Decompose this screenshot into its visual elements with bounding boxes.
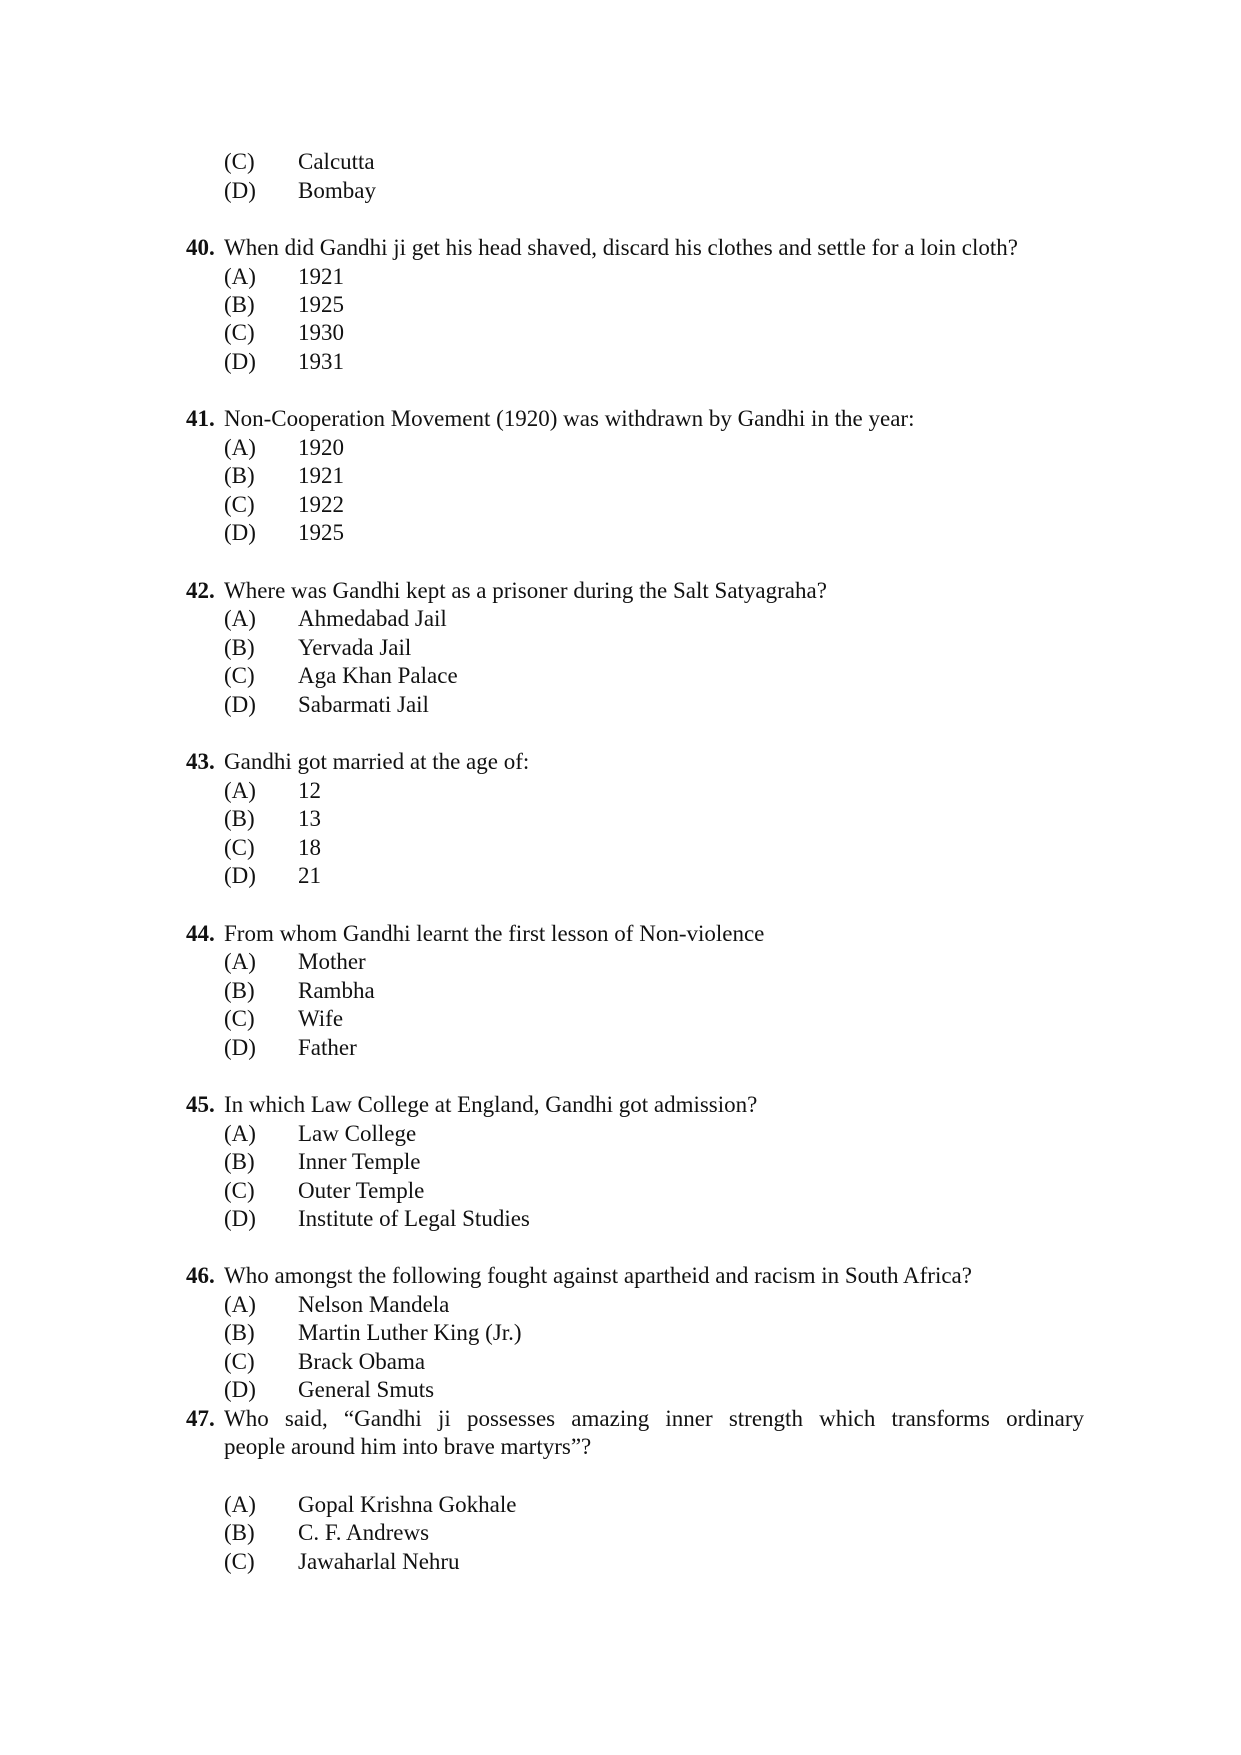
option-text: 1925	[298, 520, 344, 545]
option-text: Gopal Krishna Gokhale	[298, 1492, 517, 1517]
option-text: Rambha	[298, 978, 375, 1003]
question-text: Gandhi got married at the age of:	[224, 749, 530, 774]
option-letter: (B)	[224, 978, 255, 1003]
option-letter: (C)	[224, 1549, 255, 1574]
option-letter: (D)	[224, 692, 256, 717]
option-text: Inner Temple	[298, 1149, 421, 1174]
option-letter: (B)	[224, 1520, 255, 1545]
option-text: Nelson Mandela	[298, 1292, 450, 1317]
option-letter: (C)	[224, 835, 255, 860]
option-letter: (D)	[224, 349, 256, 374]
option-text: 1921	[298, 264, 344, 289]
option-letter: (D)	[224, 178, 256, 203]
option-text: Martin Luther King (Jr.)	[298, 1320, 522, 1345]
question-number: 43.	[186, 749, 215, 774]
question-text: Where was Gandhi kept as a prisoner during the Salt Satyagraha?	[224, 578, 827, 603]
question-number: 46.	[186, 1263, 215, 1288]
option-text: Brack Obama	[298, 1349, 426, 1374]
option-text: 1930	[298, 320, 344, 345]
question-number: 44.	[186, 921, 215, 946]
option-letter: (A)	[224, 949, 256, 974]
option-text: Ahmedabad Jail	[298, 606, 447, 631]
question-text: Non-Cooperation Movement (1920) was withdrawn by Gandhi in the year:	[224, 406, 915, 431]
option-text: Father	[298, 1035, 357, 1060]
option-letter: (A)	[224, 1492, 256, 1517]
option-letter: (A)	[224, 606, 256, 631]
option-text: 1920	[298, 435, 344, 460]
option-text: Bombay	[298, 178, 376, 203]
question-number: 42.	[186, 578, 215, 603]
option-text: Sabarmati Jail	[298, 692, 429, 717]
option-text: Institute of Legal Studies	[298, 1206, 530, 1231]
option-letter: (A)	[224, 778, 256, 803]
option-letter: (B)	[224, 1320, 255, 1345]
option-text: Calcutta	[298, 149, 375, 174]
option-letter: (C)	[224, 1178, 255, 1203]
question-text-continued: people around him into brave martyrs”?	[224, 1434, 592, 1459]
option-text: Aga Khan Palace	[298, 663, 458, 688]
option-text: 13	[298, 806, 321, 831]
option-letter: (C)	[224, 663, 255, 688]
option-letter: (A)	[224, 1292, 256, 1317]
option-letter: (C)	[224, 320, 255, 345]
question-text: When did Gandhi ji get his head shaved, discard his clothes and settle for a loin cloth?	[224, 235, 1018, 260]
question-text: Who amongst the following fought against apartheid and racism in South Africa?	[224, 1263, 972, 1288]
option-text: Wife	[298, 1006, 344, 1031]
option-letter: (D)	[224, 520, 256, 545]
option-text: 18	[298, 835, 321, 860]
option-letter: (D)	[224, 1377, 256, 1402]
option-letter: (C)	[224, 149, 255, 174]
option-letter: (B)	[224, 806, 255, 831]
option-text: 1931	[298, 349, 344, 374]
option-letter: (C)	[224, 1349, 255, 1374]
question-number: 40.	[186, 235, 215, 260]
option-text: Yervada Jail	[298, 635, 412, 660]
option-letter: (B)	[224, 1149, 255, 1174]
option-text: General Smuts	[298, 1377, 435, 1402]
option-text: 21	[298, 863, 321, 888]
option-letter: (B)	[224, 463, 255, 488]
option-text: Law College	[298, 1121, 417, 1146]
option-letter: (B)	[224, 292, 255, 317]
question-number: 47.	[186, 1406, 215, 1431]
option-text: Jawaharlal Nehru	[298, 1549, 460, 1574]
option-text: 1921	[298, 463, 344, 488]
question-number: 45.	[186, 1092, 215, 1117]
option-letter: (D)	[224, 1035, 256, 1060]
question-text: In which Law College at England, Gandhi got admission?	[224, 1092, 758, 1117]
option-text: 1925	[298, 292, 344, 317]
option-letter: (D)	[224, 1206, 256, 1231]
option-letter: (C)	[224, 1006, 255, 1031]
option-letter: (A)	[224, 1121, 256, 1146]
option-text: 12	[298, 778, 321, 803]
option-text: Mother	[298, 949, 366, 974]
option-letter: (D)	[224, 863, 256, 888]
option-text: 1922	[298, 492, 344, 517]
option-text: Outer Temple	[298, 1178, 425, 1203]
option-letter: (C)	[224, 492, 255, 517]
option-text: C. F. Andrews	[298, 1520, 430, 1545]
question-text: Who said, “Gandhi ji possesses amazing inner strength which transforms ordinary	[224, 1406, 1084, 1431]
question-text: From whom Gandhi learnt the first lesson of Non-violence	[224, 921, 765, 946]
option-letter: (B)	[224, 635, 255, 660]
option-letter: (A)	[224, 435, 256, 460]
option-letter: (A)	[224, 264, 256, 289]
question-number: 41.	[186, 406, 215, 431]
